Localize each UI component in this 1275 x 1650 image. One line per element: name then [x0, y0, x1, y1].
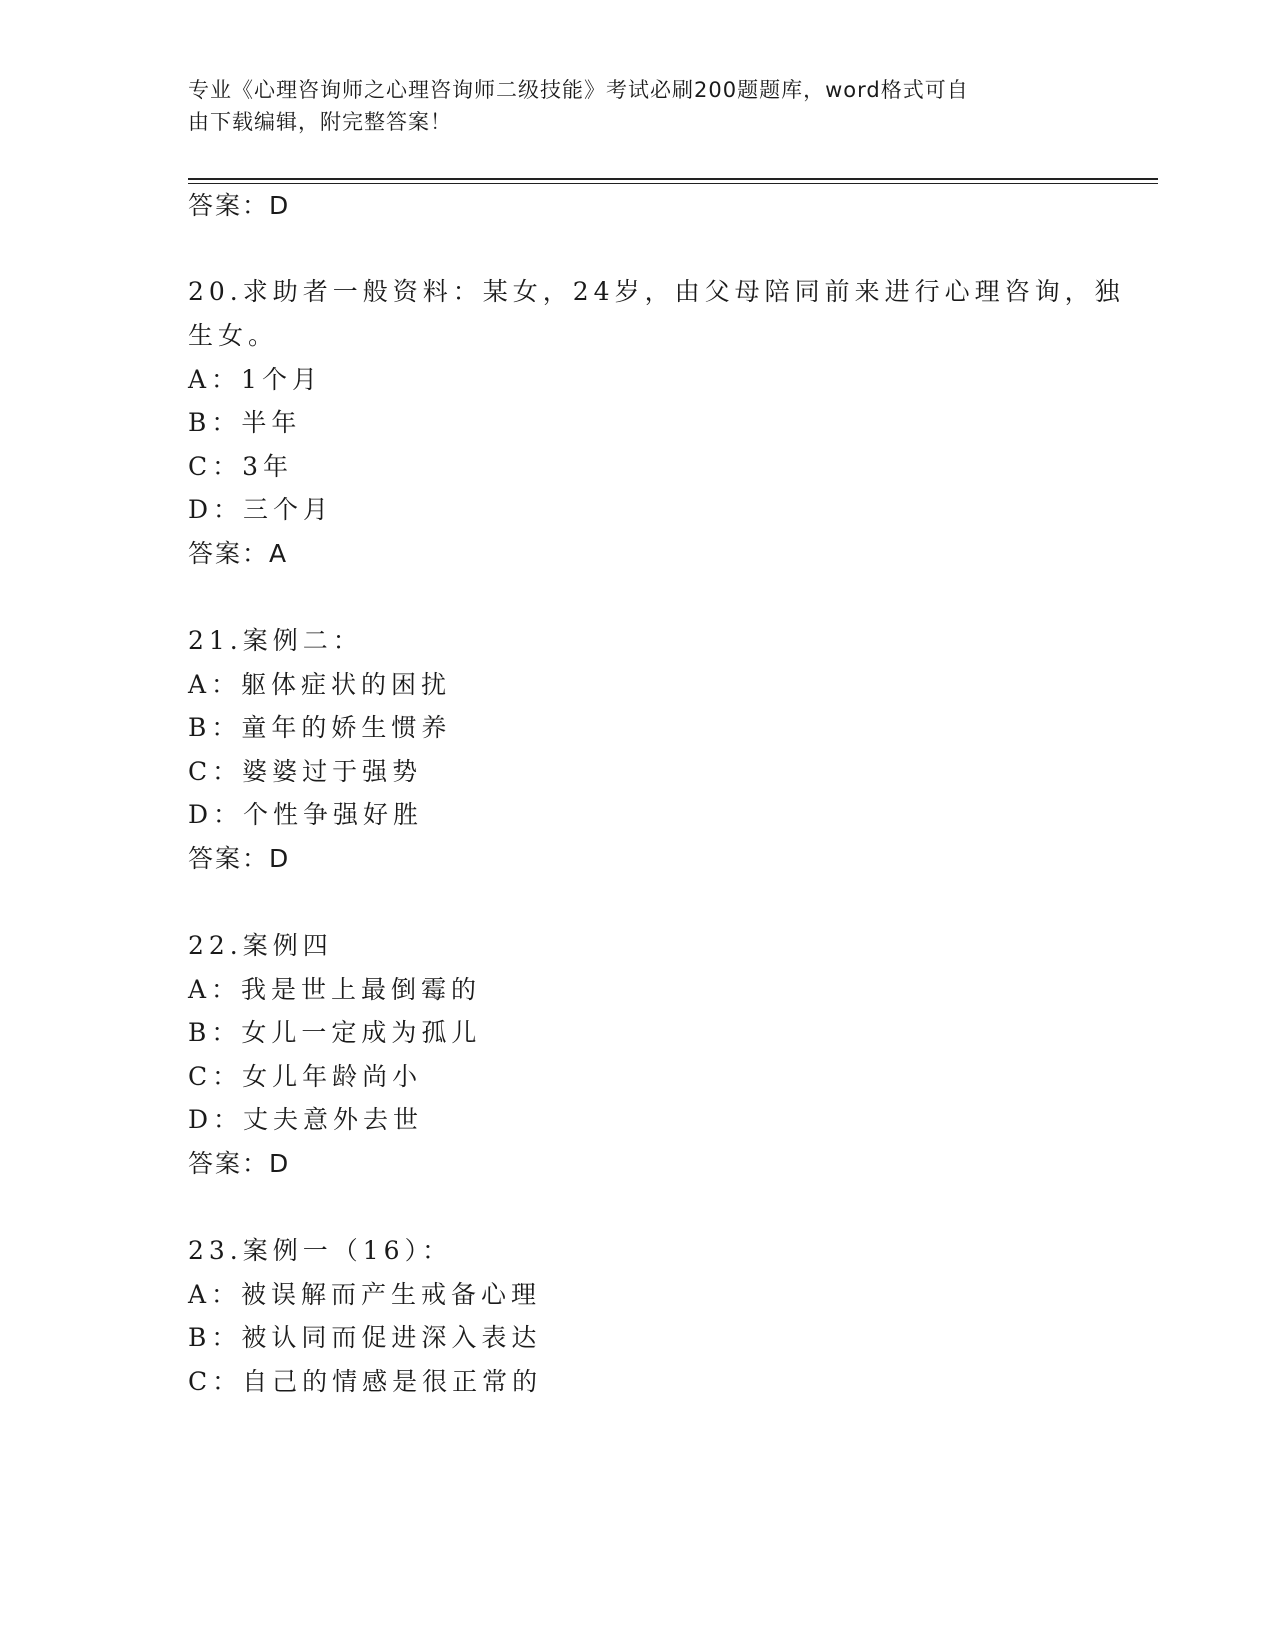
question-stem: 21.案例二： — [188, 626, 363, 655]
option-c: C：女儿年龄尚小 — [188, 1062, 423, 1091]
option-b: B：童年的娇生惯养 — [188, 713, 452, 742]
option-a: A：躯体症状的困扰 — [188, 670, 452, 699]
header-divider-thick — [188, 178, 1158, 180]
option-a: A：被误解而产生戒备心理 — [188, 1280, 542, 1309]
question-stem-continued: 生女。 — [188, 321, 279, 350]
header-line-2: 由下载编辑，附完整答案！ — [188, 110, 452, 134]
option-b: B：被认同而促进深入表达 — [188, 1323, 542, 1352]
option-c: C：自己的情感是很正常的 — [188, 1367, 543, 1396]
question-stem: 23.案例一（16）： — [188, 1236, 453, 1265]
document-header — [188, 74, 1068, 138]
option-c: C：婆婆过于强势 — [188, 757, 423, 786]
answer-line: 答案：D — [188, 191, 291, 220]
option-b: B：半年 — [188, 408, 302, 437]
option-a: A：1个月 — [188, 365, 322, 394]
option-a: A：我是世上最倒霉的 — [188, 975, 482, 1004]
answer-line: 答案：D — [188, 1149, 291, 1178]
option-b: B：女儿一定成为孤儿 — [188, 1018, 482, 1047]
answer-line: 答案：A — [188, 539, 289, 568]
question-stem: 20.求助者一般资料：某女，24岁，由父母陪同前来进行心理咨询，独 — [188, 277, 1125, 306]
option-d: D：三个月 — [188, 495, 334, 524]
question-stem: 22.案例四 — [188, 931, 333, 960]
option-d: D：个性争强好胜 — [188, 800, 424, 829]
answer-line: 答案：D — [188, 844, 291, 873]
option-c: C：3年 — [188, 452, 294, 481]
header-line-1: 专业《心理咨询师之心理咨询师二级技能》考试必刷200题题库，word格式可自 — [188, 78, 969, 102]
option-d: D：丈夫意外去世 — [188, 1105, 424, 1134]
header-divider-thin — [188, 183, 1158, 184]
